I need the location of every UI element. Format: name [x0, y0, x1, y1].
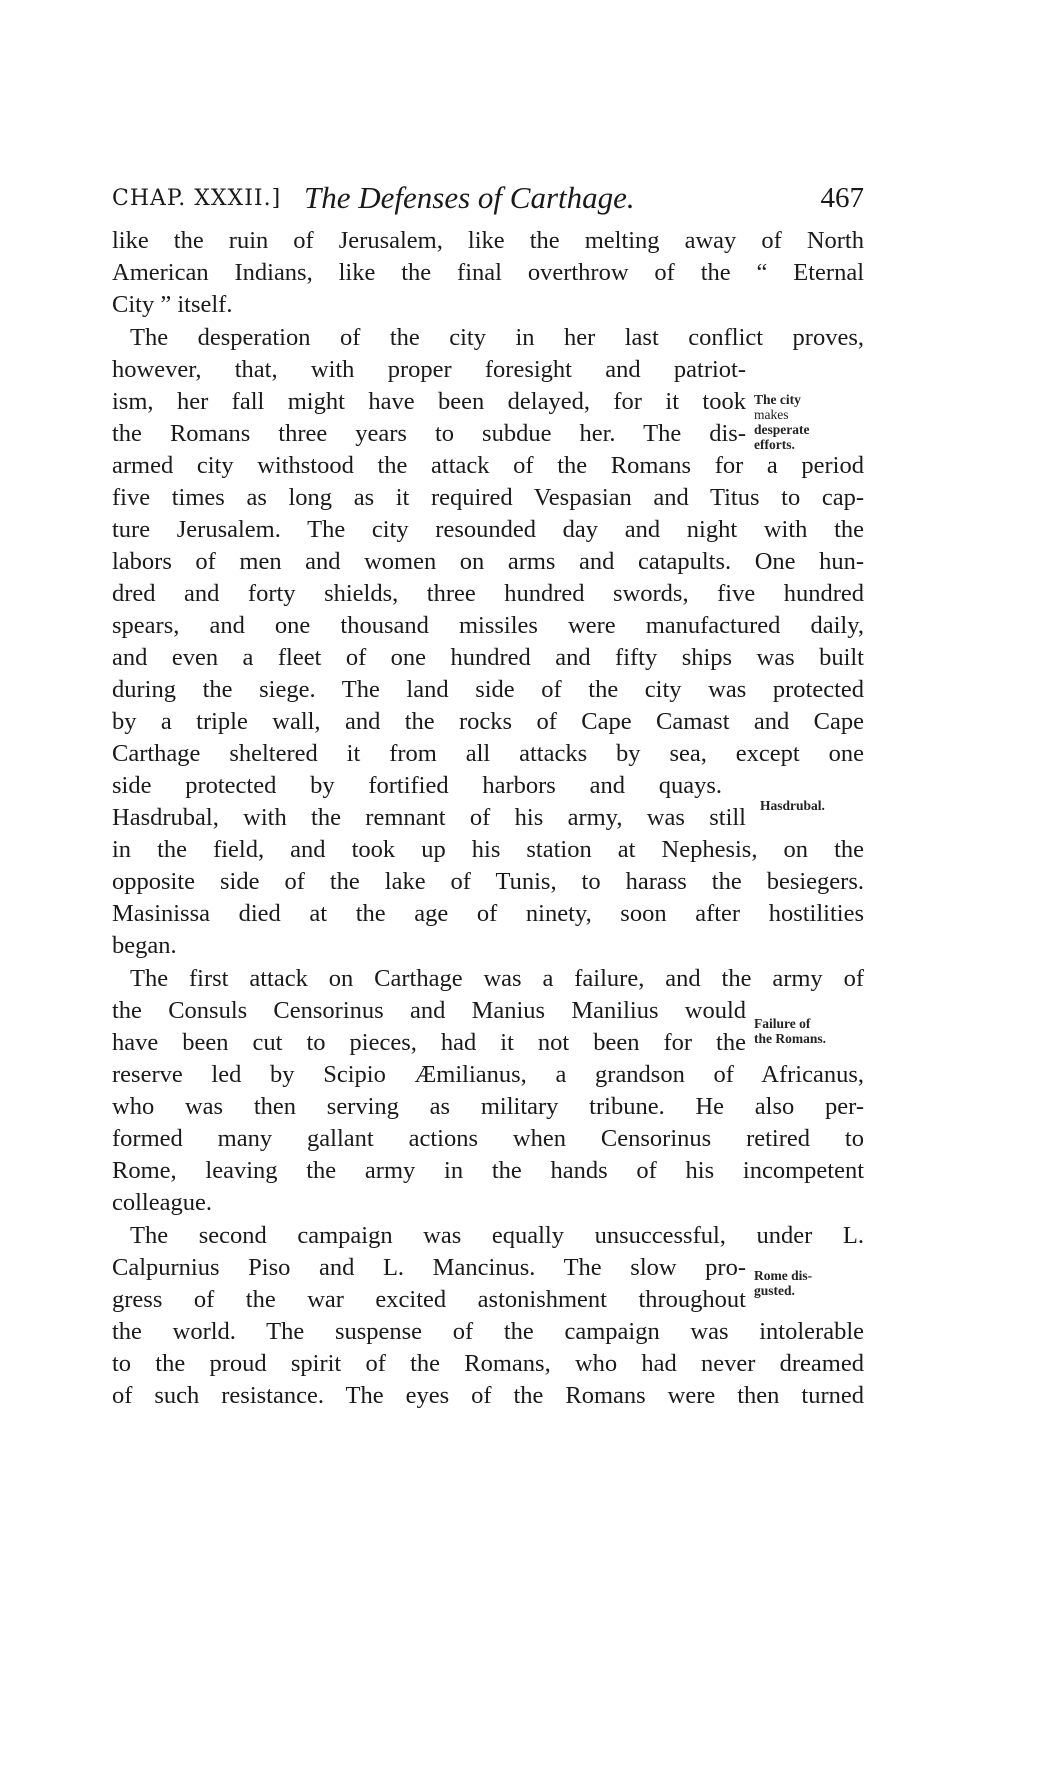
- margin-note-line: makes: [754, 407, 789, 422]
- page-title: The Defenses of Carthage.: [304, 180, 635, 215]
- text-line: The second campaign was equally unsuccessful, under L.: [130, 1222, 864, 1249]
- margin-note-line: Hasdrubal.: [760, 798, 825, 813]
- text-line: the world. The suspense of the campaign was intolerable: [112, 1318, 864, 1345]
- margin-note-line: desperate: [754, 422, 810, 437]
- text-line: to the proud spirit of the Romans, who had never dreamed: [112, 1350, 864, 1377]
- text-line: Hasdrubal, with the remnant of his army, was still: [112, 804, 746, 831]
- text-line: labors of men and women on arms and catapults. One hun-: [112, 548, 864, 575]
- text-line: the Romans three years to subdue her. The dis-: [112, 420, 746, 447]
- text-line: Masinissa died at the age of ninety, soon after hostilities: [112, 900, 864, 927]
- margin-note-line: Rome dis-: [754, 1268, 813, 1283]
- margin-note-city-desperate: [754, 392, 809, 452]
- text-line: by a triple wall, and the rocks of Cape Camast and Cape: [112, 708, 864, 735]
- text-line: in the field, and took up his station at Nephesis, on the: [112, 836, 864, 863]
- text-line: dred and forty shields, three hundred swords, five hundred: [112, 580, 864, 607]
- text-line: armed city withstood the attack of the Romans for a period: [112, 452, 864, 479]
- text-line: began.: [112, 932, 177, 959]
- margin-note-failure: [754, 1016, 826, 1046]
- text-line: five times as long as it required Vespasian and Titus to cap-: [112, 484, 864, 511]
- margin-note-line: The city: [754, 392, 801, 407]
- text-line: however, that, with proper foresight and patriot-: [112, 356, 746, 383]
- text-line: have been cut to pieces, had it not been for the: [112, 1029, 746, 1056]
- text-line: reserve led by Scipio Æmilianus, a grandson of Africanus,: [112, 1061, 864, 1088]
- text-line: during the siege. The land side of the city was protected: [112, 676, 864, 703]
- margin-note-line: efforts.: [754, 437, 795, 452]
- page-number: 467: [820, 182, 864, 214]
- text-line: opposite side of the lake of Tunis, to harass the besiegers.: [112, 868, 864, 895]
- margin-note-rome-disgusted: [754, 1268, 812, 1298]
- text-line: The first attack on Carthage was a failure, and the army of: [130, 965, 864, 992]
- text-line: ture Jerusalem. The city resounded day and night with the: [112, 516, 864, 543]
- chapter-label: CHAP. XXXII.]: [112, 186, 282, 211]
- text-line: City ” itself.: [112, 291, 233, 318]
- margin-note-line: Failure of: [754, 1016, 811, 1031]
- margin-note-line: the Romans.: [754, 1031, 827, 1046]
- text-line: the Consuls Censorinus and Manius Manilius would: [112, 997, 746, 1024]
- margin-note-hasdrubal: [760, 798, 825, 813]
- text-line: Rome, leaving the army in the hands of his incompetent: [112, 1157, 864, 1184]
- text-line: Calpurnius Piso and L. Mancinus. The slow pro-: [112, 1254, 746, 1281]
- text-line: colleague.: [112, 1189, 212, 1216]
- margin-note-line: gusted.: [754, 1283, 795, 1298]
- text-line: formed many gallant actions when Censorinus retired to: [112, 1125, 864, 1152]
- text-line: and even a fleet of one hundred and fifty ships was built: [112, 644, 864, 671]
- text-line: gress of the war excited astonishment throughout: [112, 1286, 746, 1313]
- text-line: ism, her fall might have been delayed, for it took: [112, 388, 746, 415]
- text-line: spears, and one thousand missiles were manufactured daily,: [112, 612, 864, 639]
- text-line: American Indians, like the final overthrow of the “ Eternal: [112, 259, 864, 286]
- text-line: The desperation of the city in her last conflict proves,: [130, 324, 864, 351]
- text-line: side protected by fortified harbors and quays.: [112, 772, 722, 799]
- running-header: [112, 180, 864, 220]
- text-line: like the ruin of Jerusalem, like the melting away of North: [112, 227, 864, 254]
- text-line: Carthage sheltered it from all attacks by sea, except one: [112, 740, 864, 767]
- text-line: who was then serving as military tribune. He also per-: [112, 1093, 864, 1120]
- text-line: of such resistance. The eyes of the Romans were then turned: [112, 1382, 864, 1409]
